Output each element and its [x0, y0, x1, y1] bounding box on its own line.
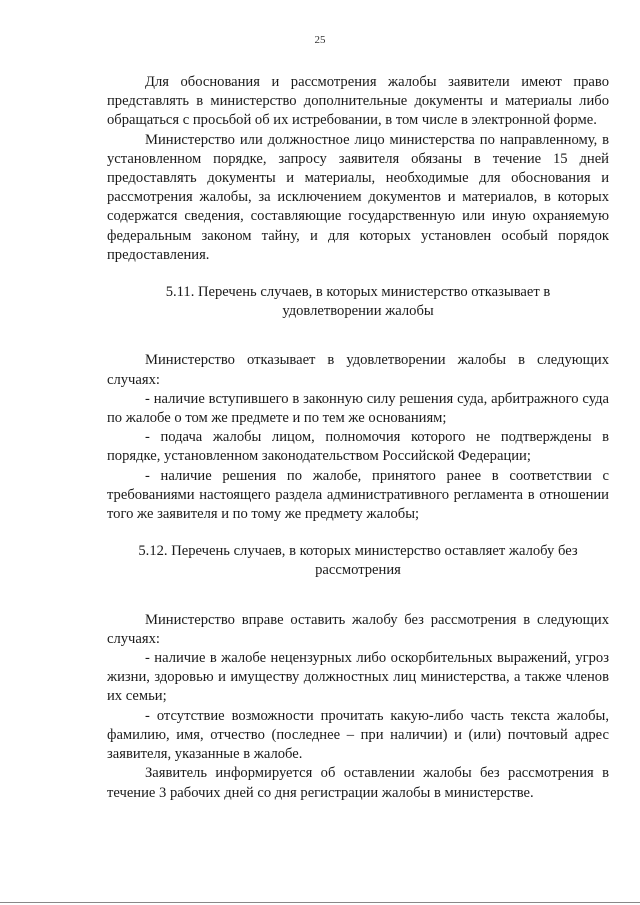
paragraph: Министерство отказывает в удовлетворении жалобы в следующих случаях:	[107, 352, 609, 388]
page-number: 25	[314, 34, 326, 46]
section-heading-5-11	[107, 283, 609, 321]
heading-line: рассмотрения	[315, 562, 401, 579]
paragraph: Министерство вправе оставить жалобу без рассмотрения в следующих случаях:	[107, 611, 609, 647]
heading-line: 5.11. Перечень случаев, в которых министерство отказывает в	[165, 284, 551, 301]
page-bottom-edge	[0, 902, 640, 903]
list-item: - наличие в жалобе нецензурных либо оскорбительных выражений, угроз жизни, здоровью и имуществу должностных лиц министерства, а также членов их семьи;	[107, 650, 609, 705]
section-heading-5-12	[107, 542, 609, 580]
document-body	[107, 73, 609, 803]
heading-line: удовлетворении жалобы	[282, 303, 434, 320]
list-item: - отсутствие возможности прочитать какую-либо часть текста жалобы, фамилию, имя, отчество (последнее – при наличии) и (или) почтовый адрес заявителя, указанные в жалобе.	[107, 707, 609, 763]
list-item: - подача жалобы лицом, полномочия которого не подтверждены в порядке, установленном законодательством Российской Федерации;	[107, 429, 609, 465]
paragraph: Министерство или должностное лицо министерства по направленному, в установленном порядке, запросу заявителя обязаны в течение 15 дней предоставлять документы и материалы, необходимые для обоснования и рассмотрения жалобы, за исключением документов и материалов, в которых содержатся сведения, составляющие государственную или иную охраняемую федеральным законом тайну, и для которых установлен особый порядок предоставления.	[107, 131, 609, 263]
paragraph: Заявитель информируется об оставлении жалобы без рассмотрения в течение 3 рабочих дней со дня регистрации жалобы в министерстве.	[107, 765, 609, 801]
paragraph: Для обоснования и рассмотрения жалобы заявители имеют право представлять в министерство дополнительные документы и материалы либо обращаться с просьбой об их истребовании, в том числе в электронной форме.	[107, 74, 609, 129]
list-item: - наличие решения по жалобе, принятого ранее в соответствии с требованиями настоящего раздела административного регламента в отношении того же заявителя и по тому же предмету жалобы;	[107, 467, 609, 523]
list-item: - наличие вступившего в законную силу решения суда, арбитражного суда по жалобе о том же предмете и по тем же основаниям;	[107, 390, 609, 427]
heading-line: 5.12. Перечень случаев, в которых министерство оставляет жалобу без	[138, 543, 578, 560]
